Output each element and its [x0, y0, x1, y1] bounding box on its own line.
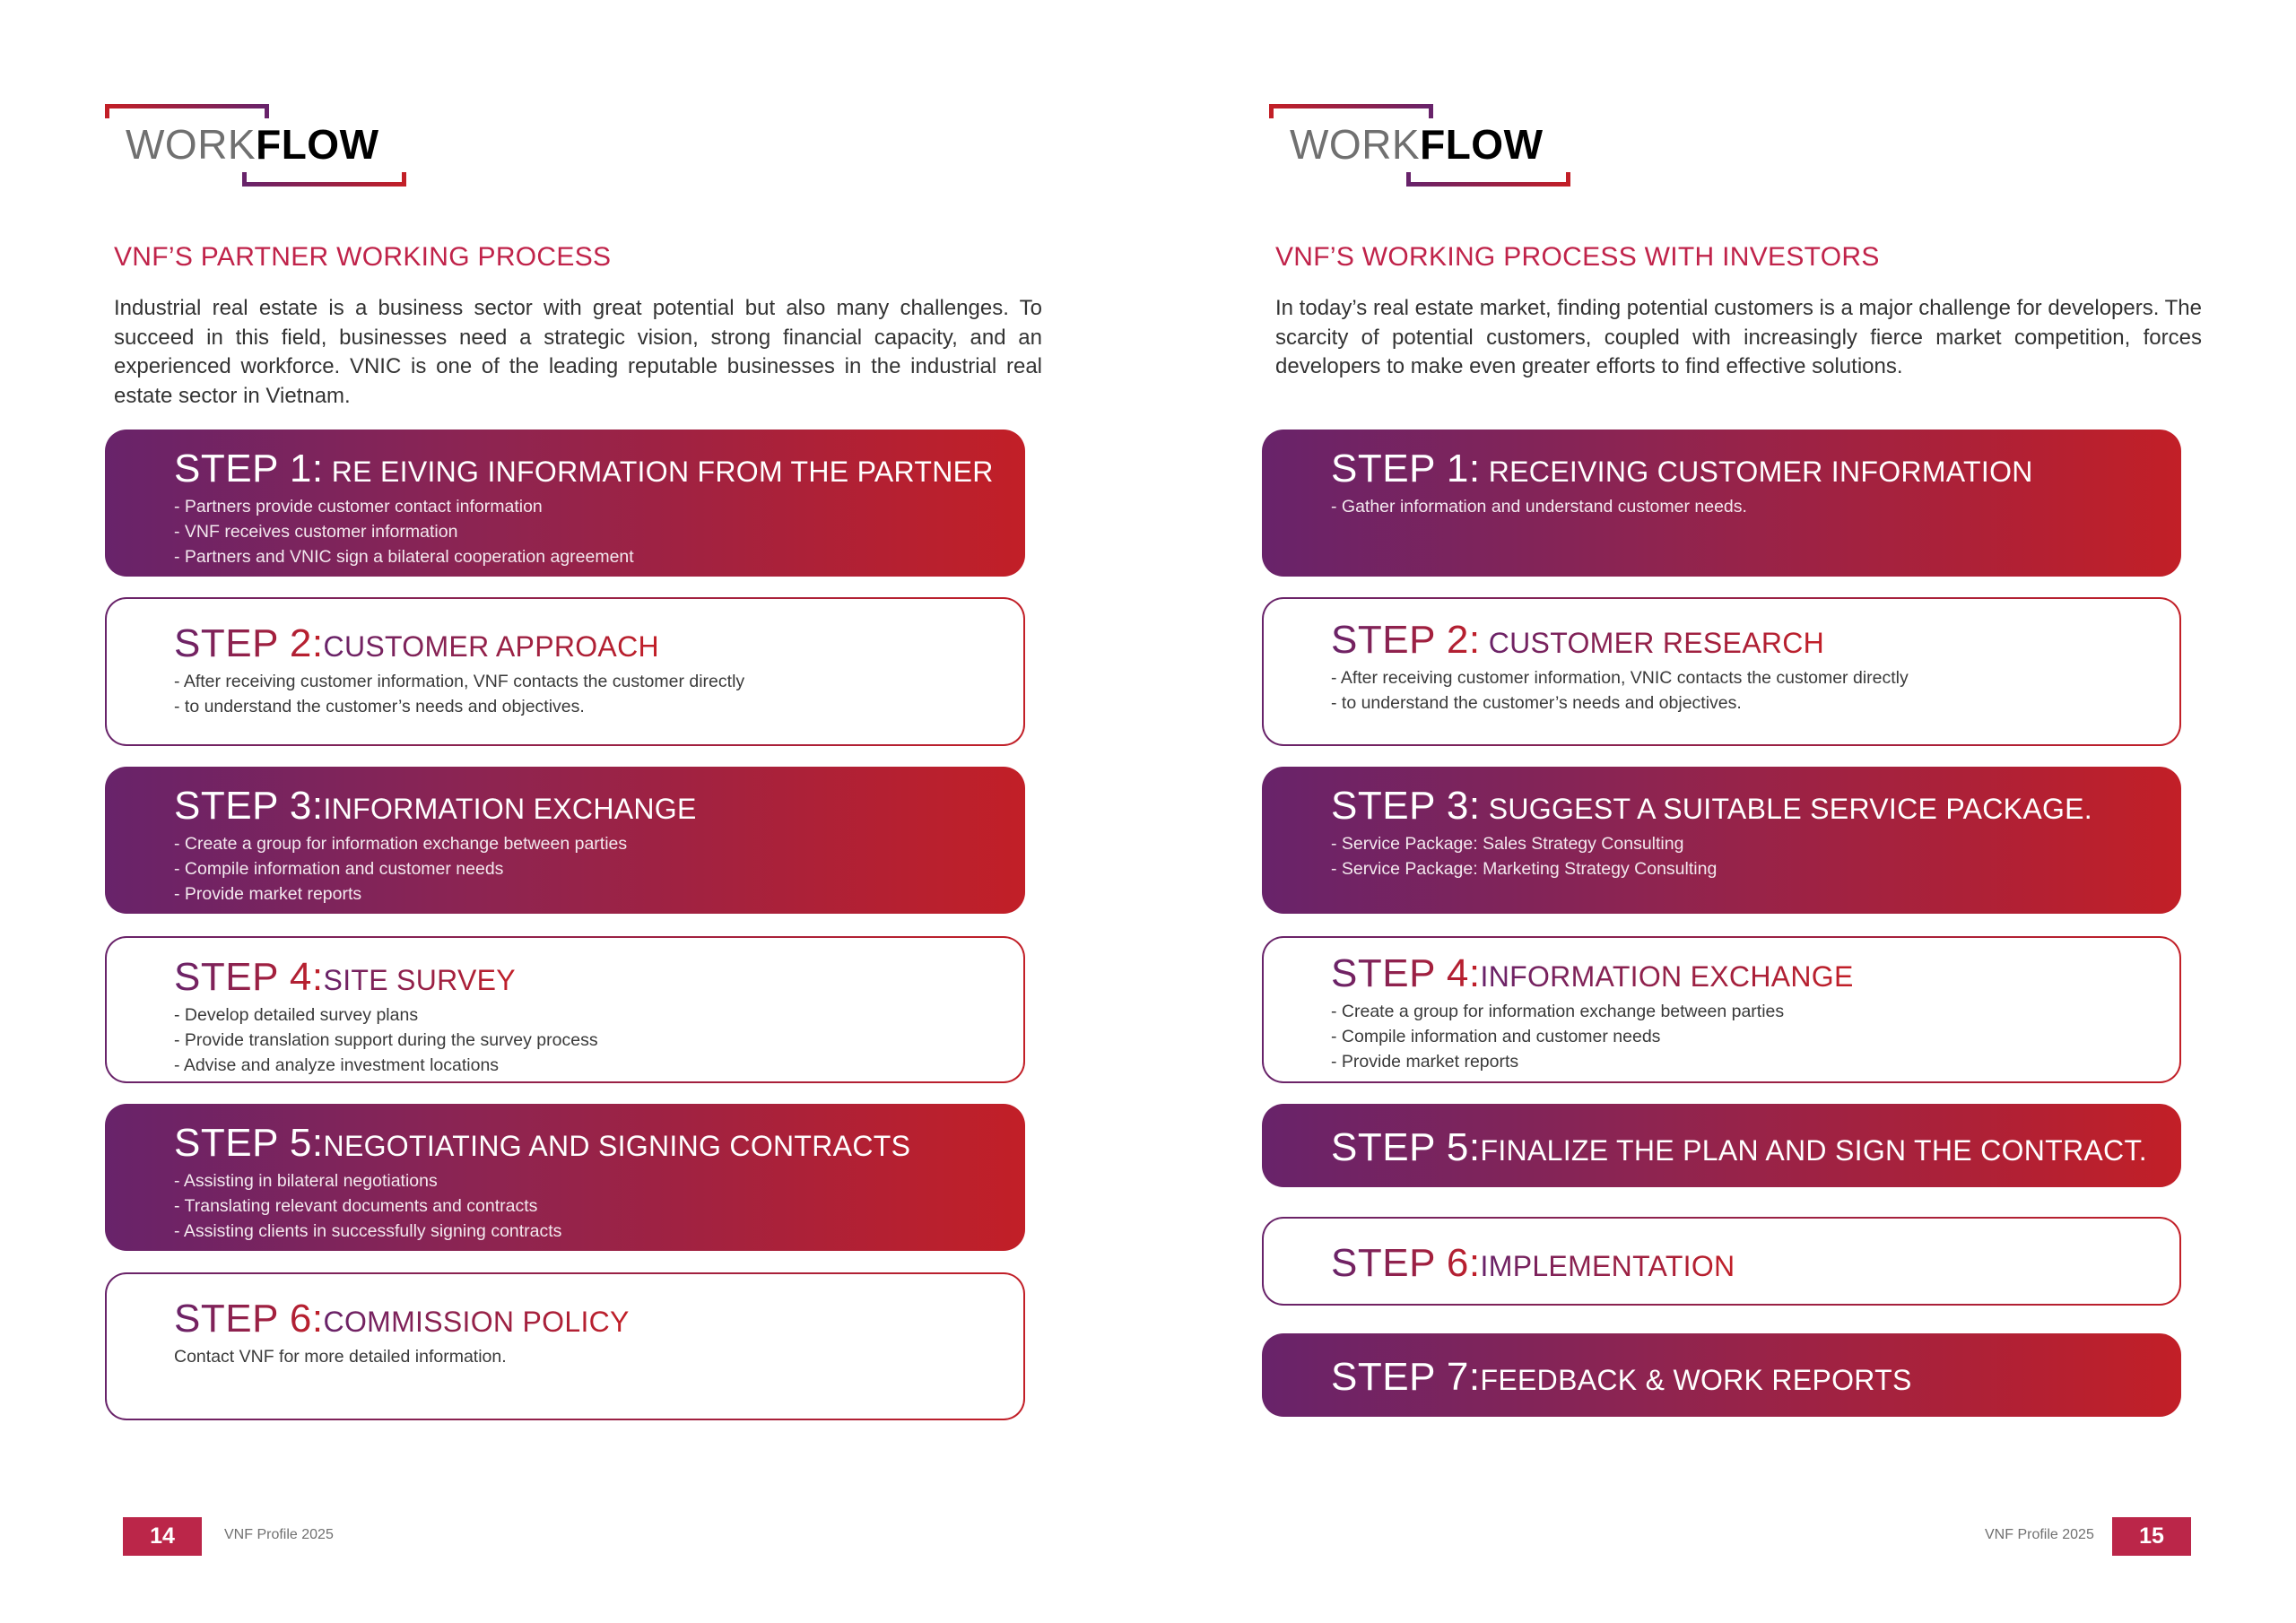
bullet-item: - Assisting in bilateral negotiations: [174, 1171, 438, 1191]
step-card-3: [105, 767, 1025, 914]
bullet-item: - After receiving customer information, VNIC contacts the customer directly: [1331, 668, 1909, 688]
logo-bracket-top: [105, 104, 269, 118]
step-title: RECEIVING CUSTOMER INFORMATION: [1480, 456, 2033, 488]
logo-bracket-bottom: [242, 172, 406, 187]
bullet-item: - Create a group for information exchange between parties: [174, 834, 628, 854]
bullet-item: - Assisting clients in successfully signing contracts: [174, 1221, 562, 1241]
step-title: FEEDBACK & WORK REPORTS: [1480, 1364, 1912, 1396]
footer-label: VNF Profile 2025: [224, 1527, 334, 1542]
step-number: STEP 6:: [1331, 1241, 1481, 1285]
bullet-item: Contact VNF for more detailed information.: [174, 1347, 507, 1367]
step-number: STEP 3:: [1331, 784, 1481, 828]
bullet-item: - Service Package: Marketing Strategy Consulting: [1331, 859, 1718, 879]
step-bullets: [174, 1002, 1023, 1078]
step-number: STEP 4:: [174, 955, 324, 999]
bullet-item: - Develop detailed survey plans: [174, 1005, 419, 1025]
step-number: STEP 6:: [174, 1297, 324, 1341]
workflow-logo: [1269, 104, 1574, 189]
step-bullets: [174, 831, 1025, 907]
bullet-item: - Provide translation support during the survey process: [174, 1030, 598, 1050]
bullet-item: - Service Package: Sales Strategy Consulting: [1331, 834, 1684, 854]
bullet-item: - Partners provide customer contact information: [174, 497, 543, 516]
step-title: RE EIVING INFORMATION FROM THE PARTNER: [323, 456, 994, 488]
step-bullets: [174, 1344, 1023, 1369]
bullet-item: - Translating relevant documents and contracts: [174, 1196, 538, 1216]
step-number: STEP 5:: [1331, 1125, 1481, 1169]
bullet-item: - Partners and VNIC sign a bilateral cooperation agreement: [174, 547, 634, 567]
footer-label: VNF Profile 2025: [1985, 1527, 2094, 1542]
step-title: INFORMATION EXCHANGE: [1480, 960, 1854, 993]
step-card-6: [1262, 1217, 2181, 1306]
logo-bracket-top: [1269, 104, 1433, 118]
bullet-item: - VNF receives customer information: [174, 522, 458, 542]
logo-word-flow: FLOW: [256, 121, 379, 168]
page-number-badge: 14: [123, 1517, 202, 1556]
step-title: COMMISSION POLICY: [323, 1306, 630, 1338]
bullet-item: - Gather information and understand customer needs.: [1331, 497, 1747, 516]
bullet-item: - Provide market reports: [1331, 1052, 1519, 1072]
step-bullets: [174, 669, 1023, 719]
section-title: VNF’S PARTNER WORKING PROCESS: [114, 242, 612, 272]
logo-word-work: WORK: [126, 121, 257, 168]
step-bullets: [1331, 494, 2181, 519]
step-number: STEP 1:: [1331, 447, 1481, 490]
logo-word-work: WORK: [1290, 121, 1421, 168]
step-number: STEP 5:: [174, 1121, 324, 1165]
step-card-1: [1262, 430, 2181, 577]
step-card-7: [1262, 1333, 2181, 1417]
step-bullets: [174, 494, 1025, 569]
step-card-2: [105, 597, 1025, 746]
step-title: CUSTOMER APPROACH: [323, 630, 659, 663]
step-card-5: [105, 1104, 1025, 1251]
step-number: STEP 2:: [174, 621, 324, 665]
intro-paragraph: Industrial real estate is a business sector with great potential but also many challenges. To succeed in this field, businesses need a strategic vision, strong financial capacity, and an experienced workforce. VNIC is one of the leading reputable businesses in the industrial real estate sector in Vietnam.: [114, 296, 1042, 408]
right-page: [1164, 0, 2296, 1623]
bullet-item: - Provide market reports: [174, 884, 362, 904]
step-title: INFORMATION EXCHANGE: [323, 793, 697, 825]
step-title: CUSTOMER RESEARCH: [1480, 627, 1825, 659]
step-title: FINALIZE THE PLAN AND SIGN THE CONTRACT.: [1480, 1134, 2147, 1167]
logo-text: [1290, 121, 1544, 168]
step-bullets: [1331, 999, 2179, 1074]
step-bullets: [1331, 831, 2181, 881]
logo-word-flow: FLOW: [1420, 121, 1544, 168]
bullet-item: - Compile information and customer needs: [174, 859, 504, 879]
step-bullets: [174, 1168, 1025, 1244]
step-title: IMPLEMENTATION: [1480, 1250, 1735, 1282]
step-number: STEP 7:: [1331, 1355, 1481, 1399]
workflow-logo: [105, 104, 410, 189]
bullet-item: - to understand the customer’s needs and objectives.: [1331, 693, 1742, 713]
step-number: STEP 4:: [1331, 951, 1481, 995]
step-card-3: [1262, 767, 2181, 914]
step-card-2: [1262, 597, 2181, 746]
step-card-6: [105, 1272, 1025, 1420]
step-card-4: [105, 936, 1025, 1083]
bullet-item: - After receiving customer information, VNF contacts the customer directly: [174, 672, 745, 691]
bullet-item: - Advise and analyze investment locations: [174, 1055, 500, 1075]
step-number: STEP 1:: [174, 447, 324, 490]
step-number: STEP 2:: [1331, 618, 1481, 662]
step-bullets: [1331, 665, 2179, 716]
logo-text: [126, 121, 379, 168]
step-card-4: [1262, 936, 2181, 1083]
step-title: SUGGEST A SUITABLE SERVICE PACKAGE.: [1480, 793, 2092, 825]
step-number: STEP 3:: [174, 784, 324, 828]
step-card-5: [1262, 1104, 2181, 1187]
intro-paragraph: In today’s real estate market, finding potential customers is a major challenge for developers. The scarcity of potential customers, coupled with increasingly fierce market competition, forces developers to make even greater efforts to find effective solutions.: [1275, 296, 2202, 378]
step-title: SITE SURVEY: [323, 964, 516, 996]
bullet-item: - to understand the customer’s needs and objectives.: [174, 697, 585, 716]
logo-bracket-bottom: [1406, 172, 1570, 187]
page-number-badge: 15: [2112, 1517, 2191, 1556]
step-title: NEGOTIATING AND SIGNING CONTRACTS: [323, 1130, 911, 1162]
bullet-item: - Compile information and customer needs: [1331, 1027, 1661, 1046]
section-title: VNF’S WORKING PROCESS WITH INVESTORS: [1275, 242, 1880, 272]
bullet-item: - Create a group for information exchange between parties: [1331, 1002, 1785, 1021]
step-card-1: [105, 430, 1025, 577]
